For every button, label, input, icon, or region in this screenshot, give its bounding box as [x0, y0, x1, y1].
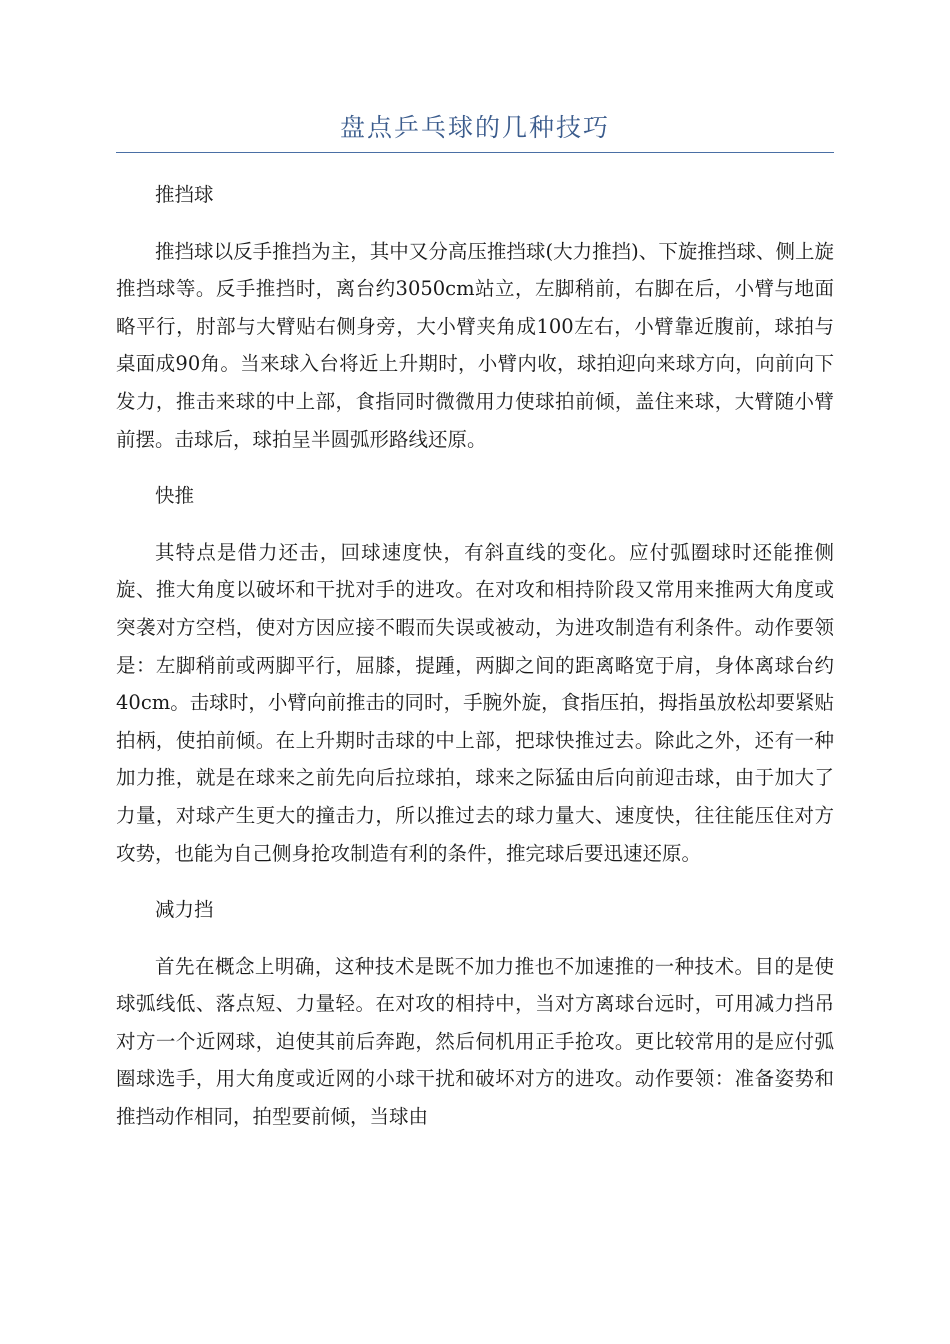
title-underline	[116, 152, 834, 153]
section-paragraph-push-block: 推挡球以反手推挡为主，其中又分高压推挡球(大力推挡)、下旋推挡球、侧上旋推挡球等。反手推挡时，离台约3050cm站立，左脚稍前，右脚在后，小臂与地面略平行，肘部与大臂贴右侧身旁，大小臂夹角成100左右，小臂靠近腹前，球拍与桌面成90角。当来球入台将近上升期时，小臂内收，球拍迎向来球方向，向前向下发力，推击来球的中上部，食指同时微微用力使球拍前倾，盖住来球，大臂随小臂前摆。击球后，球拍呈半圆弧形路线还原。	[116, 239, 834, 451]
section-paragraph-fast-push: 其特点是借力还击，回球速度快，有斜直线的变化。应付弧圈球时还能推侧旋、推大角度以破坏和干扰对手的进攻。在对攻和相持阶段又常用来推两大角度或突袭对方空档，使对方因应接不暇而失误或被动，为进攻制造有利条件。动作要领是：左脚稍前或两脚平行，屈膝，提踵，两脚之间的距离略宽于肩，身体离球台约40cm。击球时，小臂向前推击的同时，手腕外旋，食指压拍，拇指虽放松却要紧贴拍柄，使拍前倾。在上升期时击球的中上部，把球快推过去。除此之外，还有一种加力推，就是在球来之前先向后拉球拍，球来之际猛由后向前迎击球，由于加大了力量，对球产生更大的撞击力，所以推过去的球力量大、速度快，往往能压住对方攻势，也能为自己侧身抢攻制造有利的条件，推完球后要迅速还原。	[116, 540, 834, 865]
document-title: 盘点乒乓球的几种技巧	[339, 113, 610, 142]
section-heading-fast-push: 快推	[155, 484, 195, 508]
title-block	[116, 108, 834, 153]
section-heading-push-block: 推挡球	[155, 183, 214, 206]
document-body	[116, 176, 834, 1155]
section-paragraph-reduced-block: 首先在概念上明确，这种技术是既不加力推也不加速推的一种技术。目的是使球弧线低、落点短、力量轻。在对攻的相持中，当对方离球台远时，可用减力挡吊对方一个近网球，迫使其前后奔跑，然后伺机用正手抢攻。更比较常用的是应付弧圈球选手，用大角度或近网的小球干扰和破坏对方的进攻。动作要领：准备姿势和推挡动作相同，拍型要前倾，当球由	[116, 954, 834, 1129]
section-heading-reduced-block: 减力挡	[155, 898, 214, 922]
